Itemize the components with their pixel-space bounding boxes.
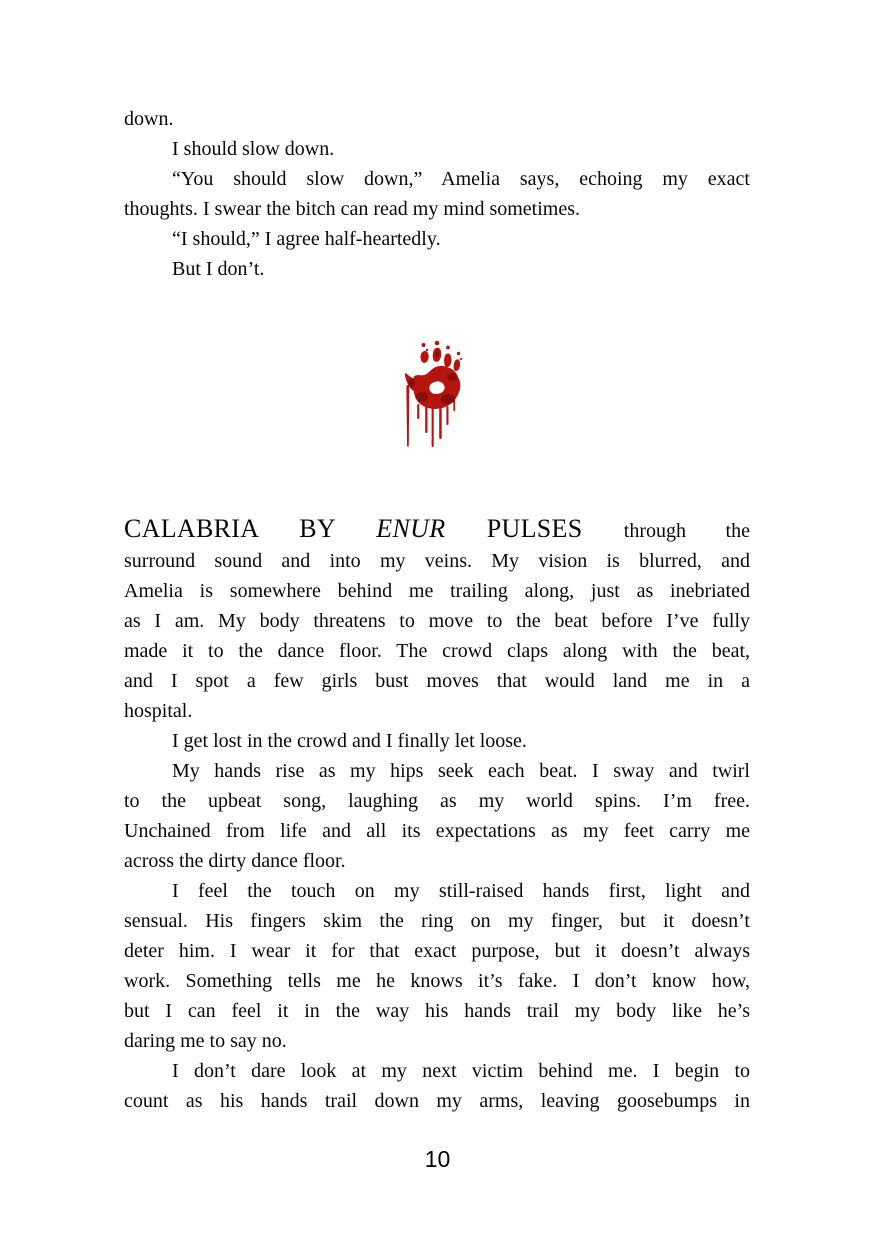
opener-segment: CALABRIA BY xyxy=(124,514,377,543)
text-line: thoughts. I swear the bitch can read my mind sometimes. xyxy=(124,198,581,220)
scene-divider xyxy=(124,341,750,456)
opener-segment: through the xyxy=(623,520,750,542)
text-line: count as his hands trail down my arms, leaving goosebumps in xyxy=(124,1090,750,1112)
text-line: I feel the touch on my still-raised hands first, light and xyxy=(172,880,750,902)
text-line: but I can feel it in the way his hands trail my body like he’s xyxy=(124,1000,750,1022)
text-line: made it to the dance floor. The crowd claps along with the beat, xyxy=(124,640,750,662)
text-line: My hands rise as my hips seek each beat. I sway and twirl xyxy=(172,760,750,782)
paragraph xyxy=(124,1056,750,1116)
text-line: work. Something tells me he knows it’s fake. I don’t know how, xyxy=(124,970,750,992)
text-line: hospital. xyxy=(124,700,193,722)
text-line: down. xyxy=(124,108,174,130)
paragraph xyxy=(124,224,750,254)
text-line: surround sound and into my veins. My vision is blurred, and xyxy=(124,550,750,572)
paragraph xyxy=(124,134,750,164)
paragraph xyxy=(124,726,750,756)
chapter-paragraphs xyxy=(124,514,750,1116)
paragraph xyxy=(124,104,750,134)
opener-segment: PULSES xyxy=(445,514,624,543)
text-line: I should slow down. xyxy=(172,138,335,160)
paragraph xyxy=(124,254,750,284)
text-line: “You should slow down,” Amelia says, echoing my exact xyxy=(172,168,750,190)
paragraph xyxy=(124,514,750,726)
text-line: Amelia is somewhere behind me trailing along, just as inebriated xyxy=(124,580,750,602)
chapter-opener-line xyxy=(124,514,750,546)
text-line: across the dirty dance floor. xyxy=(124,850,346,872)
page-content xyxy=(124,104,750,1116)
text-line: “I should,” I agree half-heartedly. xyxy=(172,228,441,250)
text-line: and I spot a few girls bust moves that would land me in a xyxy=(124,670,750,692)
page-number: 10 xyxy=(424,1146,451,1172)
bloody-handprint-icon xyxy=(402,341,472,456)
opening-paragraphs xyxy=(124,104,750,284)
text-line: But I don’t. xyxy=(172,258,265,280)
text-line: I get lost in the crowd and I finally let loose. xyxy=(172,730,527,752)
text-line: deter him. I wear it for that exact purpose, but it doesn’t always xyxy=(124,940,750,962)
paragraph xyxy=(124,164,750,224)
text-line: Unchained from life and all its expectations as my feet carry me xyxy=(124,820,750,842)
text-line: daring me to say no. xyxy=(124,1030,287,1052)
opener-segment: ENUR xyxy=(376,514,446,543)
paragraph xyxy=(124,756,750,876)
text-line: to the upbeat song, laughing as my world spins. I’m free. xyxy=(124,790,750,812)
text-line: sensual. His fingers skim the ring on my finger, but it doesn’t xyxy=(124,910,750,932)
text-line: I don’t dare look at my next victim behind me. I begin to xyxy=(172,1060,750,1082)
text-line: as I am. My body threatens to move to the beat before I’ve fully xyxy=(124,610,750,632)
paragraph xyxy=(124,876,750,1056)
